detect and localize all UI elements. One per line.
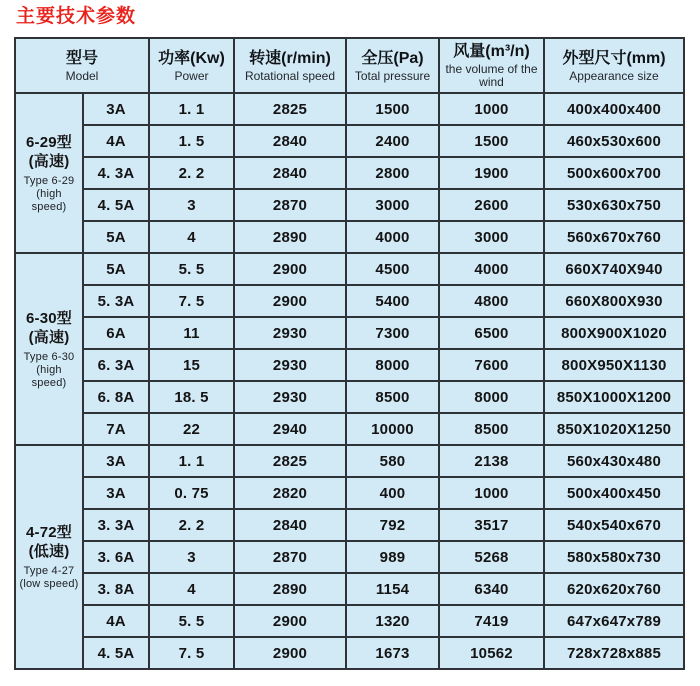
volume-cell: 10562 (439, 637, 544, 669)
model-size-cell: 4A (83, 605, 149, 637)
model-size-cell: 6. 8A (83, 381, 149, 413)
model-size-cell: 6A (83, 317, 149, 349)
speed-cell: 2900 (234, 253, 346, 285)
model-size-cell: 5. 3A (83, 285, 149, 317)
model-group-g-zh: 4-72型 (25, 524, 73, 541)
header-model (15, 38, 149, 93)
pressure-cell: 1154 (346, 573, 439, 605)
pressure-cell: 8500 (346, 381, 439, 413)
volume-cell: 4800 (439, 285, 544, 317)
power-cell: 11 (149, 317, 234, 349)
dimensions-cell: 530x630x750 (544, 189, 684, 221)
pressure-cell: 1320 (346, 605, 439, 637)
dimensions-cell: 460x530x600 (544, 125, 684, 157)
pressure-cell: 3000 (346, 189, 439, 221)
power-cell: 4 (149, 221, 234, 253)
power-cell: 1. 1 (149, 93, 234, 125)
power-cell: 0. 75 (149, 477, 234, 509)
model-size-cell: 5A (83, 221, 149, 253)
model-group-g-zh2: (高速) (28, 152, 70, 170)
table-row (15, 93, 684, 125)
power-cell: 3 (149, 541, 234, 573)
volume-cell: 1000 (439, 477, 544, 509)
header-power (149, 38, 234, 93)
pressure-cell: 400 (346, 477, 439, 509)
table-row (15, 317, 684, 349)
dimensions-cell: 540x540x670 (544, 509, 684, 541)
volume-cell: 7600 (439, 349, 544, 381)
header-model-en: Model (65, 68, 99, 83)
power-cell: 15 (149, 349, 234, 381)
speed-cell: 2840 (234, 509, 346, 541)
table-row (15, 349, 684, 381)
model-group-g-en: Type 6-30 (high speed) (23, 350, 75, 389)
model-group-label (15, 253, 83, 445)
speed-cell: 2940 (234, 413, 346, 445)
table-row (15, 605, 684, 637)
model-size-cell: 4. 5A (83, 637, 149, 669)
power-cell: 5. 5 (149, 253, 234, 285)
table-row (15, 125, 684, 157)
speed-cell: 2820 (234, 477, 346, 509)
model-size-cell: 3. 6A (83, 541, 149, 573)
dimensions-cell: 660X740X940 (544, 253, 684, 285)
table-row (15, 413, 684, 445)
model-group-label (15, 445, 83, 669)
dimensions-cell: 500x400x450 (544, 477, 684, 509)
speed-cell: 2900 (234, 285, 346, 317)
dimensions-cell: 800X900X1020 (544, 317, 684, 349)
pressure-cell: 10000 (346, 413, 439, 445)
pressure-cell: 989 (346, 541, 439, 573)
model-size-cell: 4A (83, 125, 149, 157)
model-group-g-zh2: (低速) (28, 543, 70, 560)
header-dimensions (544, 38, 684, 93)
speed-cell: 2825 (234, 93, 346, 125)
table-row (15, 253, 684, 285)
header-speed-zh: 转速(r/min) (249, 49, 331, 67)
dimensions-cell: 560x430x480 (544, 445, 684, 477)
power-cell: 3 (149, 189, 234, 221)
volume-cell: 3517 (439, 509, 544, 541)
dimensions-cell: 560x670x760 (544, 221, 684, 253)
speed-cell: 2930 (234, 381, 346, 413)
model-group-g-zh: 6-29型 (25, 133, 73, 151)
header-pressure (346, 38, 439, 93)
volume-cell: 1500 (439, 125, 544, 157)
dimensions-cell: 500x600x700 (544, 157, 684, 189)
volume-cell: 2138 (439, 445, 544, 477)
model-size-cell: 3. 3A (83, 509, 149, 541)
table-row (15, 573, 684, 605)
pressure-cell: 5400 (346, 285, 439, 317)
dimensions-cell: 580x580x730 (544, 541, 684, 573)
header-row (15, 38, 684, 93)
model-size-cell: 4. 3A (83, 157, 149, 189)
power-cell: 2. 2 (149, 157, 234, 189)
table-row (15, 445, 684, 477)
power-cell: 22 (149, 413, 234, 445)
model-group-g-en: Type 6-29 (high speed) (23, 174, 75, 213)
pressure-cell: 4000 (346, 221, 439, 253)
speed-cell: 2930 (234, 349, 346, 381)
power-cell: 4 (149, 573, 234, 605)
header-volume-zh: 风量(m³/n) (453, 43, 530, 60)
header-power-en: Power (174, 68, 209, 83)
model-group-label (15, 93, 83, 253)
volume-cell: 5268 (439, 541, 544, 573)
header-power-zh: 功率(Kw) (158, 49, 225, 67)
power-cell: 18. 5 (149, 381, 234, 413)
table-row (15, 637, 684, 669)
speed-cell: 2825 (234, 445, 346, 477)
table-row (15, 189, 684, 221)
model-size-cell: 5A (83, 253, 149, 285)
pressure-cell: 580 (346, 445, 439, 477)
model-size-cell: 6. 3A (83, 349, 149, 381)
model-size-cell: 4. 5A (83, 189, 149, 221)
speed-cell: 2890 (234, 573, 346, 605)
pressure-cell: 8000 (346, 349, 439, 381)
pressure-cell: 1500 (346, 93, 439, 125)
power-cell: 1. 1 (149, 445, 234, 477)
power-cell: 2. 2 (149, 509, 234, 541)
header-dimensions-zh: 外型尺寸(mm) (562, 49, 666, 67)
header-dimensions-en: Appearance size (569, 68, 659, 83)
power-cell: 5. 5 (149, 605, 234, 637)
speed-cell: 2890 (234, 221, 346, 253)
table-row (15, 477, 684, 509)
volume-cell: 7419 (439, 605, 544, 637)
page (0, 6, 700, 686)
model-group-g-zh: 6-30型 (25, 309, 73, 327)
volume-cell: 8000 (439, 381, 544, 413)
dimensions-cell: 660X800X930 (544, 285, 684, 317)
model-size-cell: 3A (83, 445, 149, 477)
header-speed (234, 38, 346, 93)
model-group-g-en: Type 4-27 (low speed) (19, 565, 79, 590)
pressure-cell: 2400 (346, 125, 439, 157)
model-size-cell: 3. 8A (83, 573, 149, 605)
volume-cell: 4000 (439, 253, 544, 285)
page-title: 主要技术参数 (16, 6, 137, 27)
model-group-g-zh2: (高速) (28, 328, 70, 346)
table-row (15, 509, 684, 541)
table-row (15, 285, 684, 317)
header-pressure-en: Total pressure (354, 68, 431, 83)
spec-table (14, 37, 685, 670)
volume-cell: 3000 (439, 221, 544, 253)
header-speed-en: Rotational speed (244, 68, 336, 83)
pressure-cell: 2800 (346, 157, 439, 189)
dimensions-cell: 850X1000X1200 (544, 381, 684, 413)
model-size-cell: 3A (83, 93, 149, 125)
speed-cell: 2900 (234, 605, 346, 637)
header-volume (439, 38, 544, 93)
dimensions-cell: 728x728x885 (544, 637, 684, 669)
dimensions-cell: 850X1020X1250 (544, 413, 684, 445)
volume-cell: 1000 (439, 93, 544, 125)
volume-cell: 1900 (439, 157, 544, 189)
volume-cell: 2600 (439, 189, 544, 221)
dimensions-cell: 800X950X1130 (544, 349, 684, 381)
model-size-cell: 3A (83, 477, 149, 509)
header-model-zh: 型号 (65, 49, 98, 67)
speed-cell: 2930 (234, 317, 346, 349)
model-size-cell: 7A (83, 413, 149, 445)
table-row (15, 157, 684, 189)
power-cell: 7. 5 (149, 285, 234, 317)
speed-cell: 2840 (234, 125, 346, 157)
volume-cell: 6340 (439, 573, 544, 605)
speed-cell: 2900 (234, 637, 346, 669)
pressure-cell: 7300 (346, 317, 439, 349)
dimensions-cell: 400x400x400 (544, 93, 684, 125)
power-cell: 1. 5 (149, 125, 234, 157)
dimensions-cell: 620x620x760 (544, 573, 684, 605)
volume-cell: 8500 (439, 413, 544, 445)
header-volume-en: the volume of the wind (445, 62, 538, 89)
pressure-cell: 1673 (346, 637, 439, 669)
volume-cell: 6500 (439, 317, 544, 349)
table-body (15, 93, 684, 669)
speed-cell: 2870 (234, 541, 346, 573)
header-pressure-zh: 全压(Pa) (361, 49, 424, 67)
dimensions-cell: 647x647x789 (544, 605, 684, 637)
table-row (15, 381, 684, 413)
speed-cell: 2870 (234, 189, 346, 221)
power-cell: 7. 5 (149, 637, 234, 669)
table-row (15, 221, 684, 253)
pressure-cell: 792 (346, 509, 439, 541)
table-row (15, 541, 684, 573)
speed-cell: 2840 (234, 157, 346, 189)
pressure-cell: 4500 (346, 253, 439, 285)
